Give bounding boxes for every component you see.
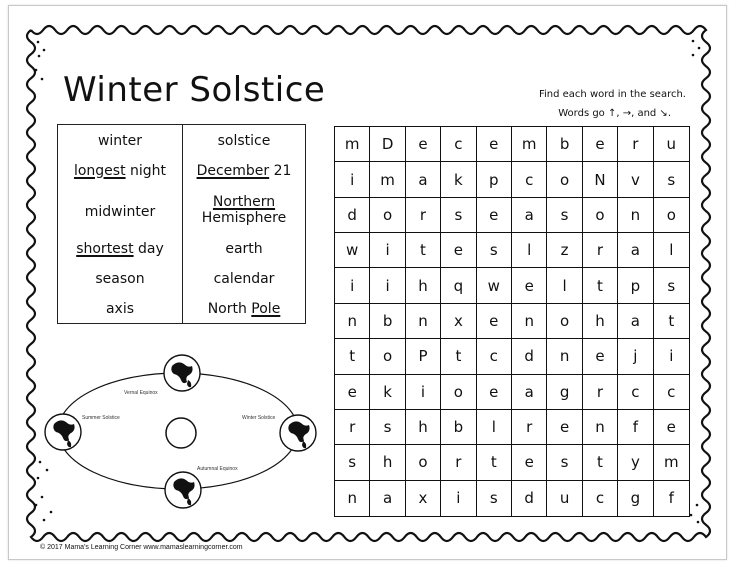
label-summer-solstice: Summer Solstice: [82, 415, 120, 421]
grid-cell[interactable]: r: [441, 445, 476, 480]
grid-cell[interactable]: o: [583, 198, 618, 233]
grid-cell[interactable]: t: [654, 304, 689, 339]
grid-cell[interactable]: h: [406, 410, 441, 445]
grid-cell[interactable]: f: [618, 410, 653, 445]
grid-cell[interactable]: e: [512, 445, 547, 480]
grid-cell[interactable]: o: [547, 162, 582, 197]
word-bank-item: calendar: [213, 271, 275, 287]
grid-cell[interactable]: n: [335, 481, 370, 516]
word-bank-item: midwinter: [84, 204, 156, 220]
grid-cell[interactable]: b: [441, 410, 476, 445]
grid-cell[interactable]: o: [654, 198, 689, 233]
grid-cell[interactable]: k: [370, 375, 405, 410]
grid-cell[interactable]: i: [335, 162, 370, 197]
grid-cell[interactable]: h: [370, 445, 405, 480]
grid-cell[interactable]: e: [335, 375, 370, 410]
grid-cell[interactable]: t: [583, 268, 618, 303]
grid-cell[interactable]: v: [618, 162, 653, 197]
grid-cell[interactable]: u: [654, 127, 689, 162]
word-bank-item: longest night: [73, 163, 167, 179]
grid-cell[interactable]: s: [477, 233, 512, 268]
grid-cell[interactable]: h: [583, 304, 618, 339]
grid-cell[interactable]: i: [370, 233, 405, 268]
grid-cell[interactable]: d: [512, 481, 547, 516]
earth-autumnal: [165, 472, 201, 508]
grid-cell[interactable]: t: [583, 445, 618, 480]
grid-cell[interactable]: r: [618, 127, 653, 162]
grid-cell[interactable]: b: [547, 127, 582, 162]
grid-cell[interactable]: a: [618, 304, 653, 339]
grid-cell[interactable]: p: [477, 162, 512, 197]
grid-cell[interactable]: q: [441, 268, 476, 303]
grid-cell[interactable]: x: [441, 304, 476, 339]
grid-cell[interactable]: i: [441, 481, 476, 516]
word-bank-item: earth: [225, 241, 263, 257]
grid-cell[interactable]: l: [512, 233, 547, 268]
grid-cell[interactable]: r: [583, 375, 618, 410]
word-bank-item: shortest day: [76, 241, 164, 257]
grid-cell[interactable]: c: [654, 375, 689, 410]
label-winter-solstice: Winter Solstice: [242, 415, 276, 421]
grid-cell[interactable]: j: [618, 339, 653, 374]
grid-cell[interactable]: m: [370, 162, 405, 197]
grid-cell[interactable]: e: [441, 233, 476, 268]
grid-cell[interactable]: k: [441, 162, 476, 197]
grid-cell[interactable]: i: [370, 268, 405, 303]
word-bank-item: solstice: [217, 133, 271, 149]
grid-cell[interactable]: c: [583, 481, 618, 516]
grid-cell[interactable]: i: [406, 375, 441, 410]
grid-cell[interactable]: t: [406, 233, 441, 268]
grid-cell[interactable]: e: [477, 375, 512, 410]
grid-cell[interactable]: y: [618, 445, 653, 480]
sun: [166, 418, 196, 448]
grid-cell[interactable]: w: [335, 233, 370, 268]
grid-cell[interactable]: a: [370, 481, 405, 516]
grid-cell[interactable]: D: [370, 127, 405, 162]
grid-cell[interactable]: s: [547, 445, 582, 480]
earth-winter: [280, 415, 316, 451]
label-autumnal-equinox: Autumnal Equinox: [197, 466, 238, 472]
grid-cell[interactable]: b: [370, 304, 405, 339]
grid-cell[interactable]: c: [512, 162, 547, 197]
grid-cell[interactable]: e: [583, 339, 618, 374]
grid-cell[interactable]: r: [406, 198, 441, 233]
instruction-line-2: Words go ↑, →, and ↘.: [558, 108, 671, 119]
grid-cell[interactable]: P: [406, 339, 441, 374]
grid-cell[interactable]: e: [654, 410, 689, 445]
grid-cell[interactable]: a: [406, 162, 441, 197]
word-bank-item: North Pole: [207, 301, 281, 317]
grid-cell[interactable]: o: [547, 304, 582, 339]
grid-cell[interactable]: a: [512, 198, 547, 233]
footer-copyright: © 2017 Mama's Learning Corner www.mamaslearningcorner.com: [40, 544, 243, 551]
grid-cell[interactable]: t: [477, 445, 512, 480]
grid-cell[interactable]: m: [335, 127, 370, 162]
label-vernal-equinox: Vernal Equinox: [124, 390, 158, 396]
grid-cell[interactable]: f: [668, 489, 674, 508]
grid-cell[interactable]: n: [547, 339, 582, 374]
grid-cell[interactable]: a: [618, 233, 653, 268]
grid-cell[interactable]: s: [335, 445, 370, 480]
grid-cell[interactable]: l: [477, 410, 512, 445]
grid-cell[interactable]: s: [547, 198, 582, 233]
grid-cell[interactable]: e: [477, 127, 512, 162]
grid-cell[interactable]: e: [477, 198, 512, 233]
grid-cell[interactable]: l: [654, 233, 689, 268]
grid-cell[interactable]: p: [618, 268, 653, 303]
grid-cell[interactable]: n: [335, 304, 370, 339]
grid-cell[interactable]: x: [406, 481, 441, 516]
grid-cell[interactable]: e: [547, 410, 582, 445]
grid-cell[interactable]: e: [583, 127, 618, 162]
page-title: Winter Solstice: [63, 70, 326, 110]
grid-cell[interactable]: t: [441, 339, 476, 374]
grid-cell[interactable]: m: [512, 127, 547, 162]
grid-cell[interactable]: s: [477, 481, 512, 516]
grid-cell[interactable]: l: [547, 268, 582, 303]
grid-cell[interactable]: a: [512, 375, 547, 410]
grid-cell[interactable]: c: [477, 339, 512, 374]
grid-cell[interactable]: i: [335, 268, 370, 303]
grid-cell[interactable]: n: [406, 304, 441, 339]
grid-cell[interactable]: g: [618, 481, 653, 516]
grid-cell[interactable]: r: [512, 410, 547, 445]
grid-cell[interactable]: s: [441, 198, 476, 233]
earth-summer: [45, 414, 81, 450]
grid-cell[interactable]: s: [370, 410, 405, 445]
grid-cell[interactable]: d: [512, 339, 547, 374]
word-bank-item: Northern Hemisphere: [201, 194, 287, 226]
grid-cell[interactable]: e: [477, 304, 512, 339]
grid-cell[interactable]: s: [654, 268, 689, 303]
grid-cell[interactable]: h: [406, 268, 441, 303]
grid-cell[interactable]: n: [512, 304, 547, 339]
grid-cell[interactable]: N: [583, 162, 618, 197]
grid-cell[interactable]: o: [370, 339, 405, 374]
word-bank-item: December 21: [196, 163, 292, 179]
grid-cell[interactable]: u: [547, 481, 582, 516]
grid-cell[interactable]: r: [583, 233, 618, 268]
grid-cell[interactable]: r: [335, 410, 370, 445]
grid-cell[interactable]: e: [512, 268, 547, 303]
grid-cell[interactable]: s: [654, 162, 689, 197]
grid-cell[interactable]: o: [406, 445, 441, 480]
grid-cell[interactable]: c: [618, 375, 653, 410]
grid-cell[interactable]: d: [335, 198, 370, 233]
word-bank-item: winter: [97, 133, 143, 149]
grid-cell[interactable]: t: [335, 339, 370, 374]
grid-cell[interactable]: z: [547, 233, 582, 268]
grid-cell[interactable]: o: [370, 198, 405, 233]
grid-cell[interactable]: c: [441, 127, 476, 162]
earth-vernal: [164, 355, 200, 391]
grid-cell[interactable]: e: [406, 127, 441, 162]
word-bank-item: season: [95, 271, 145, 287]
grid-cell[interactable]: n: [583, 410, 618, 445]
grid-cell[interactable]: i: [654, 339, 689, 374]
grid-cell[interactable]: n: [618, 198, 653, 233]
grid-cell[interactable]: g: [547, 375, 582, 410]
instruction-line-1: Find each word in the search.: [538, 89, 686, 100]
grid-cell[interactable]: w: [477, 268, 512, 303]
grid-cell[interactable]: m: [654, 445, 689, 480]
grid-cell[interactable]: o: [441, 375, 476, 410]
word-bank-item: axis: [105, 301, 135, 317]
